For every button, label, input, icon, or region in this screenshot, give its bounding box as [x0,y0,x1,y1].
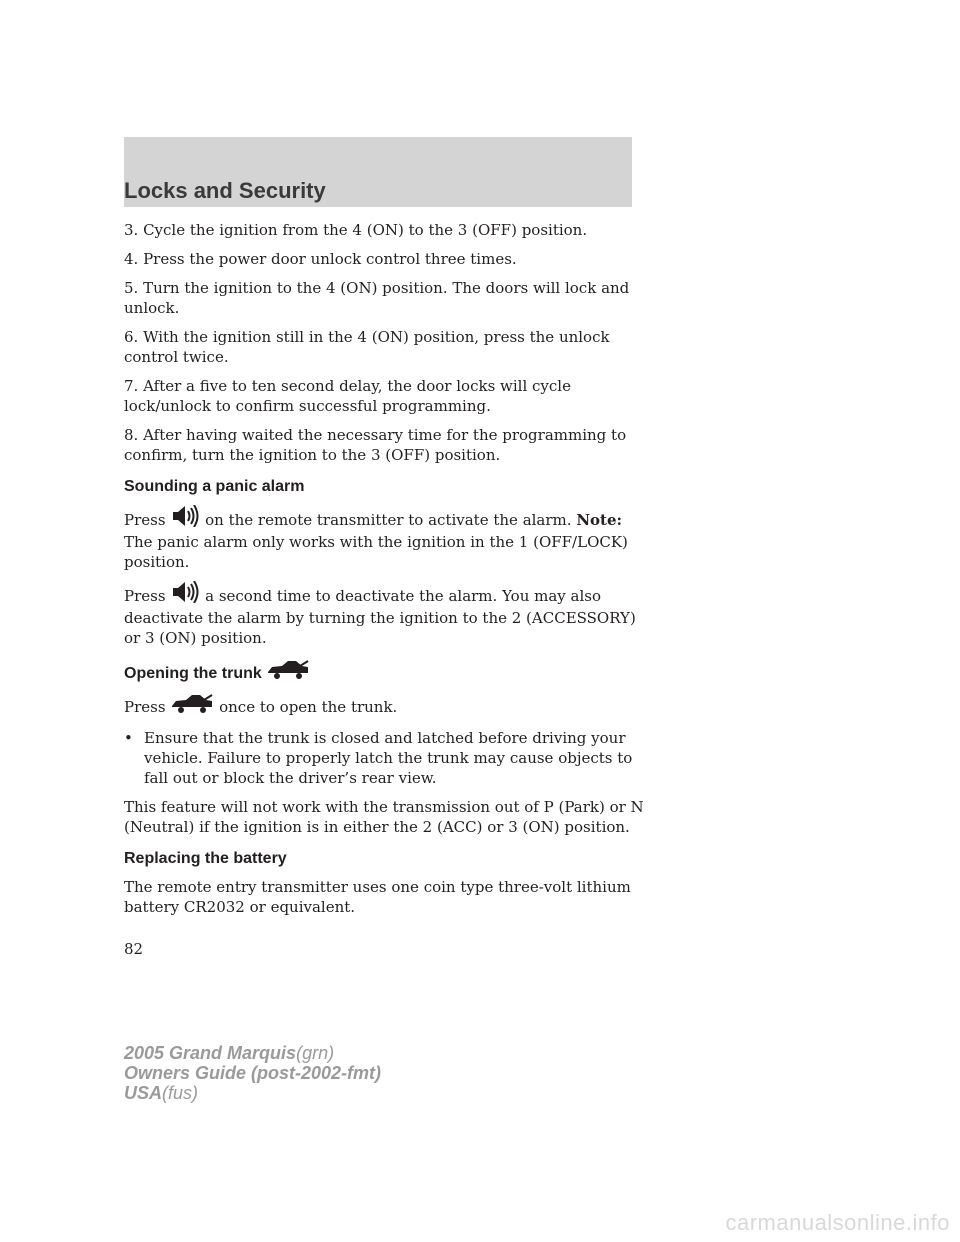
footer-model: 2005 Grand Marquis [124,1043,297,1063]
horn-icon [170,581,200,608]
footer-line-2 [124,1063,381,1083]
footer-market: USA [124,1083,163,1103]
bullet-icon: • [124,729,133,747]
page-number: 82 [124,940,144,958]
trunk-paragraph [124,694,644,719]
panic-p2-post: a second time to deactivate the alarm. You may also deactivate the alarm by turning the ignition to the 2 (ACCESSORY) or 3 (ON) position. [124,587,636,647]
footer-market-code: (fus) [162,1083,199,1103]
battery-text: The remote entry transmitter uses one coin type three-volt lithium battery CR2032 or equivalent. [124,878,631,916]
list-item [124,728,644,788]
footer-line-1 [124,1043,381,1063]
note-label: Note: [576,511,623,529]
trunk-bullet-text: Ensure that the trunk is closed and latched before driving your vehicle. Failure to properly latch the trunk may cause objects to fall out or block the driver’s rear view. [144,729,633,787]
section-title: Locks and Security [124,178,326,203]
trunk-p1-post: once to open the trunk. [219,698,398,716]
panic-p1-post: on the remote transmitter to activate the alarm. [205,511,572,529]
step-8: 8. After having waited the necessary time for the programming to confirm, turn the ignition to the 3 (OFF) position. [124,426,627,464]
step-6: 6. With the ignition still in the 4 (ON) position, press the unlock control twice. [124,328,610,366]
panic-alarm-paragraph-2 [124,581,644,648]
opening-trunk-heading [124,660,644,686]
trunk-p1-pre: Press [124,698,166,716]
step-7: 7. After a five to ten second delay, the door locks will cycle lock/unlock to confirm successful programming. [124,377,571,415]
panic-alarm-heading: Sounding a panic alarm [124,478,305,495]
panic-alarm-paragraph-1 [124,505,644,572]
footer-line-3 [124,1083,381,1103]
panic-p1-pre: Press [124,511,166,529]
panic-p2-pre: Press [124,587,166,605]
opening-trunk-heading-text: Opening the trunk [124,665,262,682]
horn-icon [170,505,200,532]
car-trunk-icon [170,694,214,719]
footer-model-code: (grn) [296,1043,335,1063]
battery-heading: Replacing the battery [124,850,287,867]
panic-note-text: The panic alarm only works with the ignition in the 1 (OFF/LOCK) position. [124,533,628,571]
footer [124,1043,381,1103]
car-trunk-icon [266,660,310,686]
page-body [124,220,644,926]
footer-guide: Owners Guide (post-2002-fmt) [124,1063,382,1083]
step-5: 5. Turn the ignition to the 4 (ON) position. The doors will lock and unlock. [124,279,630,317]
step-3: 3. Cycle the ignition from the 4 (ON) to the 3 (OFF) position. [124,221,588,239]
watermark: carmanualsonline.info [725,1210,950,1235]
step-4: 4. Press the power door unlock control three times. [124,250,517,268]
trunk-note: This feature will not work with the transmission out of P (Park) or N (Neutral) if the ignition is in either the 2 (ACC) or 3 (ON) position. [124,798,644,836]
